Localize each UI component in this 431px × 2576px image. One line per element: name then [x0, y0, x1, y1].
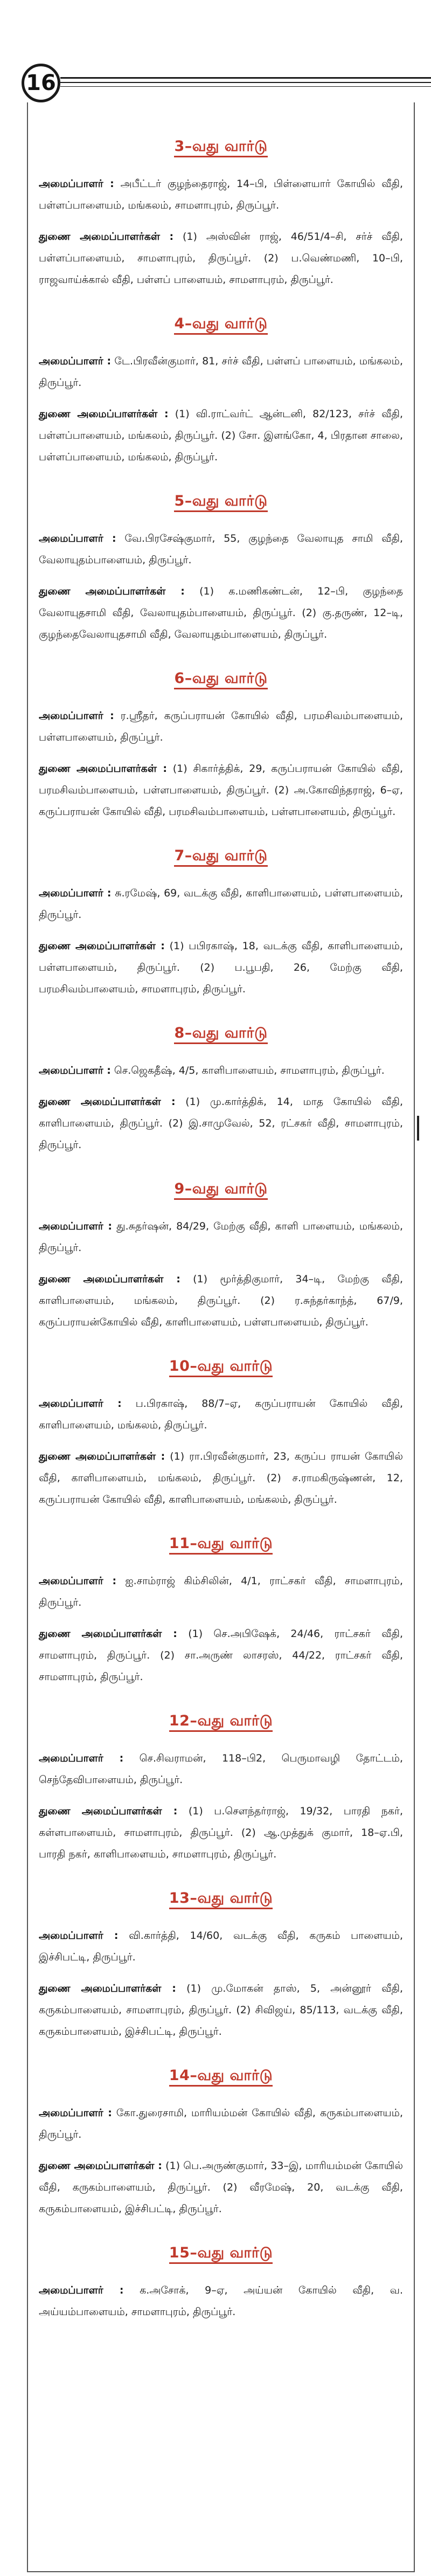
leader-label: அமைப்பாளர் : [39, 1930, 119, 1942]
deputy-entry [39, 935, 403, 1000]
leader-entry [39, 1393, 403, 1436]
leader-details: ப.பிரகாஷ், 88/7–ஏ, கருப்பராயன் கோயில் வீதி, காளிபாளையம், மங்கலம், திருப்பூர். [39, 1398, 403, 1431]
leader-details: கோ.துரைசாமி, மாரியம்மன் கோயில் வீதி, கருகம்பாளையம், திருப்பூர். [39, 2107, 403, 2140]
ward-title [39, 1025, 403, 1044]
ward-section [39, 1712, 403, 1865]
leader-details: செ.சிவராமன், 118–பி2, பெருமாவழி தோட்டம், செந்தேவிபாளையம், திருப்பூர். [39, 1752, 403, 1786]
deputy-entry [39, 1800, 403, 1865]
ward-title [39, 493, 403, 512]
leader-entry [39, 1748, 403, 1791]
deputy-entry [39, 226, 403, 291]
deputy-details: (1) ரா.பிரவீன்குமார், 23, கருப்ப ராயன் கோயில் வீதி, காளிபாளையம், மங்கலம், திருப்பூர். (2) ச.ராமகிருஷ்ணன், 12, கருப்பராயன் கோயில் வீதி, காளிபாளையம், மங்கலம், திருப்பூர். [39, 1451, 403, 1505]
leader-details: ர.ஸ்ரீதர், கருப்பராயன் கோயில் வீதி, பரமசிவம்பாளையம், பள்ளபாளையம், திருப்பூர். [39, 710, 404, 743]
leader-label: அமைப்பாளர் : [39, 1752, 124, 1764]
deputy-details: (1) செ.அபிஷேக், 24/46, ராட்சகர் வீதி, சாமளாபுரம், திருப்பூர். (2) சா.அருண் லாசரஸ், 44/22, ராட்சகர் வீதி, சாமளாபுரம், திருப்பூர். [39, 1628, 403, 1683]
deputy-label: துணை அமைப்பாளர்கள் : [39, 1983, 176, 1994]
ward-title-text: 3–வது வார்டு [174, 138, 267, 157]
leader-entry [39, 2102, 403, 2145]
leader-entry [39, 1570, 403, 1613]
header-rule [60, 86, 431, 87]
leader-details: செ.ஜெகதீஷ், 4/5, காளிபாளையம், சாமளாபுரம், திருப்பூர். [114, 1065, 385, 1076]
deputy-details: (1) பெ.அருண்குமார், 33–இ, மாரியம்மன் கோயில் வீதி, கருகம்பாளையம், திருப்பூர். (2) வீரமேஷ், 20, வடக்கு வீதி, கருகம்பாளையம், இச்சிபட்டி, திருப்பூர். [39, 2160, 403, 2215]
leader-details: க.அசோக், 9–ஏ, அய்யன் கோயில் வீதி, வ. அய்யம்பாளையம், சாமளாபுரம், திருப்பூர். [39, 2284, 403, 2318]
leader-label: அமைப்பாளர் : [39, 1220, 112, 1232]
deputy-entry [39, 1446, 403, 1510]
ward-title-text: 15–வது வார்டு [169, 2244, 273, 2264]
leader-details: வி.கார்த்தி, 14/60, வடக்கு வீதி, கருகம் பாளையம், இச்சிபட்டி, திருப்பூர். [39, 1930, 403, 1963]
deputy-details: (1) மு.கார்த்திக், 14, மாத கோயில் வீதி, காளிபாளையம், திருப்பூர். (2) இ.சாமுவேல், 52, ரட்சகர் வீதி, சாமளாபுரம், திருப்பூர். [39, 1096, 403, 1151]
ward-title [39, 1712, 403, 1731]
leader-entry [39, 882, 403, 926]
ward-section [39, 493, 403, 645]
leader-label: அமைப்பாளர் : [39, 1065, 111, 1076]
deputy-details: (1) மூர்த்திகுமார், 34–டி, மேற்கு வீதி, காளிபாளையம், மங்கலம், திருப்பூர். (2) ர.சுந்தர்காந்த், 67/9, கருப்பராயன்கோயில் வீதி, காளிபாளையம், பள்ளபாளையம், திருப்பூர். [39, 1273, 403, 1328]
leader-entry [39, 1060, 403, 1081]
leader-entry [39, 1925, 403, 1968]
leader-details: அபீட்டர் குழந்தைராஜ், 14–பி, பிள்ளையார் கோயில் வீதி, பள்ளப்பாளையம், மங்கலம், சாமளாபுரம், திருப்பூர். [39, 178, 403, 211]
leader-details: டே.பிரவீன்குமார், 81, சர்ச் வீதி, பள்ளப் பாளையம், மங்கலம், திருப்பூர். [39, 355, 404, 389]
deputy-details: (1) பபிரகாஷ், 18, வடக்கு வீதி, காளிபாளையம், பள்ளபாளையம், திருப்பூர். (2) ப.பூபதி, 26, மேற்கு வீதி, பரமசிவம்பாளையம், சாமளாபுரம், திருப்பூர். [39, 940, 403, 995]
deputy-details: (1) க.மணிகண்டன், 12–பி, குழந்தை வேலாயுதசாமி வீதி, வேலாயுதம்பாளையம், திருப்பூர். (2) கு.தருண், 12–டி, குழந்தைவேலாயுதசாமி வீதி, வேலாயுதம்பாளையம், திருப்பூர். [39, 585, 403, 640]
deputy-details: (1) அஸ்வின் ராஜ், 46/51/4–சி, சர்ச் வீதி, பள்ளப்பாளையம், சாமளாபுரம், திருப்பூர். (2) ப.வெண்மணி, 10–பி, ராஜவாய்க்கால் வீதி, பள்ளப் பாளையம், சாமளாபுரம், திருப்பூர். [39, 231, 403, 286]
ward-section [39, 1025, 403, 1156]
ward-title [39, 2067, 403, 2086]
deputy-entry [39, 581, 403, 645]
ward-section [39, 138, 403, 291]
leader-entry [39, 173, 403, 216]
header-rule [60, 77, 431, 79]
deputy-label: துணை அமைப்பாளர்கள் : [39, 585, 185, 597]
leader-details: வே.பிரசேஷ்குமார், 55, குழந்தை வேலாயுத சாமி வீதி, வேலாயுதம்பாளையம், திருப்பூர். [39, 533, 404, 566]
ward-section [39, 1890, 403, 2042]
ward-section [39, 1180, 403, 1333]
deputy-entry [39, 1978, 403, 2042]
ward-title [39, 2244, 403, 2263]
ward-title-text: 9–வது வார்டு [174, 1180, 267, 1200]
deputy-label: துணை அமைப்பாளர்கள் : [39, 2160, 162, 2172]
deputy-entry [39, 403, 403, 468]
leader-label: அமைப்பாளர் : [39, 533, 116, 544]
ward-title-text: 8–வது வார்டு [174, 1025, 267, 1044]
deputy-details: (1) மு.மோகன் தாஸ், 5, அன்னூர் வீதி, கருகம்பாளையம், சாமளாபுரம், திருப்பூர். (2) சிவிஜய், 85/113, வடக்கு வீதி, கருகம்பாளையம், இச்சிபட்டி, திருப்பூர். [39, 1983, 403, 2038]
ward-list [39, 103, 403, 2341]
deputy-entry [39, 758, 403, 823]
ward-title [39, 315, 403, 334]
deputy-details: (1) வி.ராட்வர்ட் ஆன்டனி, 82/123, சர்ச் வீதி, பள்ளப்பாளையம், மங்கலம், திருப்பூர். (2) சோ. இளங்கோ, 4, பிரதான சாலை, பள்ளப்பாளையம், மங்கலம், திருப்பூர். [39, 408, 403, 463]
leader-details: ஐ.சாம்ராஜ் கிம்சிலின், 4/1, ராட்சகர் வீதி, சாமளாபுரம், திருப்பூர். [39, 1575, 403, 1608]
deputy-label: துணை அமைப்பாளர்கள் : [39, 940, 165, 952]
ward-title [39, 1535, 403, 1554]
ward-title [39, 1890, 403, 1909]
page-number: 16 [26, 71, 56, 95]
deputy-label: துணை அமைப்பாளர்கள் : [39, 1273, 180, 1285]
leader-label: அமைப்பாளர் : [39, 887, 112, 899]
leader-label: அமைப்பாளர் : [39, 1575, 117, 1587]
ward-title-text: 10–வது வார்டு [169, 1358, 273, 1377]
deputy-entry [39, 2155, 403, 2220]
leader-entry [39, 528, 403, 571]
ward-title [39, 1358, 403, 1377]
header-rule [60, 82, 431, 83]
ward-title-text: 12–வது வார்டு [169, 1712, 273, 1732]
deputy-entry [39, 1268, 403, 1333]
page-header [0, 0, 431, 102]
leader-details: து.சுதர்ஷன், 84/29, மேற்கு வீதி, காளி பாளையம், மங்கலம், திருப்பூர். [39, 1220, 403, 1254]
ward-title [39, 138, 403, 157]
ward-title [39, 1180, 403, 1199]
ward-title-text: 11–வது வார்டு [169, 1535, 273, 1555]
leader-label: அமைப்பாளர் : [39, 1398, 122, 1410]
deputy-details: (1) ப.சௌந்தர்ராஜ், 19/32, பாரதி நகர், கள்ளபாளையம், சாமளாபுரம், திருப்பூர். (2) ஆ.முத்துக் குமார், 18–ஏ.பி, பாரதி நகர், காளிபாளையம், சாமளாபுரம், திருப்பூர். [39, 1805, 403, 1860]
deputy-label: துணை அமைப்பாளர்கள் : [39, 408, 169, 420]
column-marker [417, 1116, 419, 1141]
deputy-label: துணை அமைப்பாளர்கள் : [39, 1628, 177, 1640]
ward-title-text: 13–வது வார்டு [169, 1890, 273, 1909]
ward-section [39, 1358, 403, 1510]
deputy-label: துணை அமைப்பாளர்கள் : [39, 763, 167, 775]
ward-title-text: 4–வது வார்டு [174, 315, 267, 335]
page-number-badge [22, 64, 60, 102]
deputy-details: (1) சிகார்த்திக், 29, கருப்பராயன் கோயில் வீதி, பரமசிவம்பாளையம், பள்ளபாளையம், திருப்பூர். (2) அ.கோவிந்தராஜ், 6–ஏ, கருப்பராயன் கோயில் வீதி, பரமசிவம்பாளையம், பள்ளபாளையம், திருப்பூர். [39, 763, 403, 818]
leader-details: சு.ரமேஷ், 69, வடக்கு வீதி, காளிபாளையம், பள்ளபாளையம், திருப்பூர். [39, 887, 403, 921]
leader-entry [39, 2280, 403, 2323]
ward-section [39, 670, 403, 823]
deputy-label: துணை அமைப்பாளர்கள் : [39, 1805, 178, 1817]
ward-title-text: 14–வது வார்டு [169, 2067, 273, 2087]
leader-label: அமைப்பாளர் : [39, 2284, 124, 2296]
ward-section [39, 315, 403, 468]
ward-title-text: 5–வது வார்டு [174, 493, 267, 512]
leader-entry [39, 350, 403, 393]
leader-label: அமைப்பாளர் : [39, 710, 114, 722]
deputy-label: துணை அமைப்பாளர்கள் : [39, 1451, 165, 1462]
leader-label: அமைப்பாளர் : [39, 355, 112, 367]
leader-label: அமைப்பாளர் : [39, 2107, 112, 2119]
deputy-entry [39, 1623, 403, 1688]
ward-section [39, 2244, 403, 2323]
ward-section [39, 847, 403, 1000]
ward-title [39, 670, 403, 689]
leader-entry [39, 1216, 403, 1259]
leader-label: அமைப்பாளர் : [39, 178, 114, 190]
deputy-label: துணை அமைப்பாளர்கள் : [39, 231, 174, 243]
ward-section [39, 1535, 403, 1688]
leader-entry [39, 705, 403, 748]
ward-title-text: 6–வது வார்டு [174, 670, 267, 689]
ward-section [39, 2067, 403, 2220]
ward-title-text: 7–வது வார்டு [174, 847, 267, 867]
ward-title [39, 847, 403, 866]
deputy-entry [39, 1091, 403, 1156]
deputy-label: துணை அமைப்பாளர்கள் : [39, 1096, 176, 1108]
